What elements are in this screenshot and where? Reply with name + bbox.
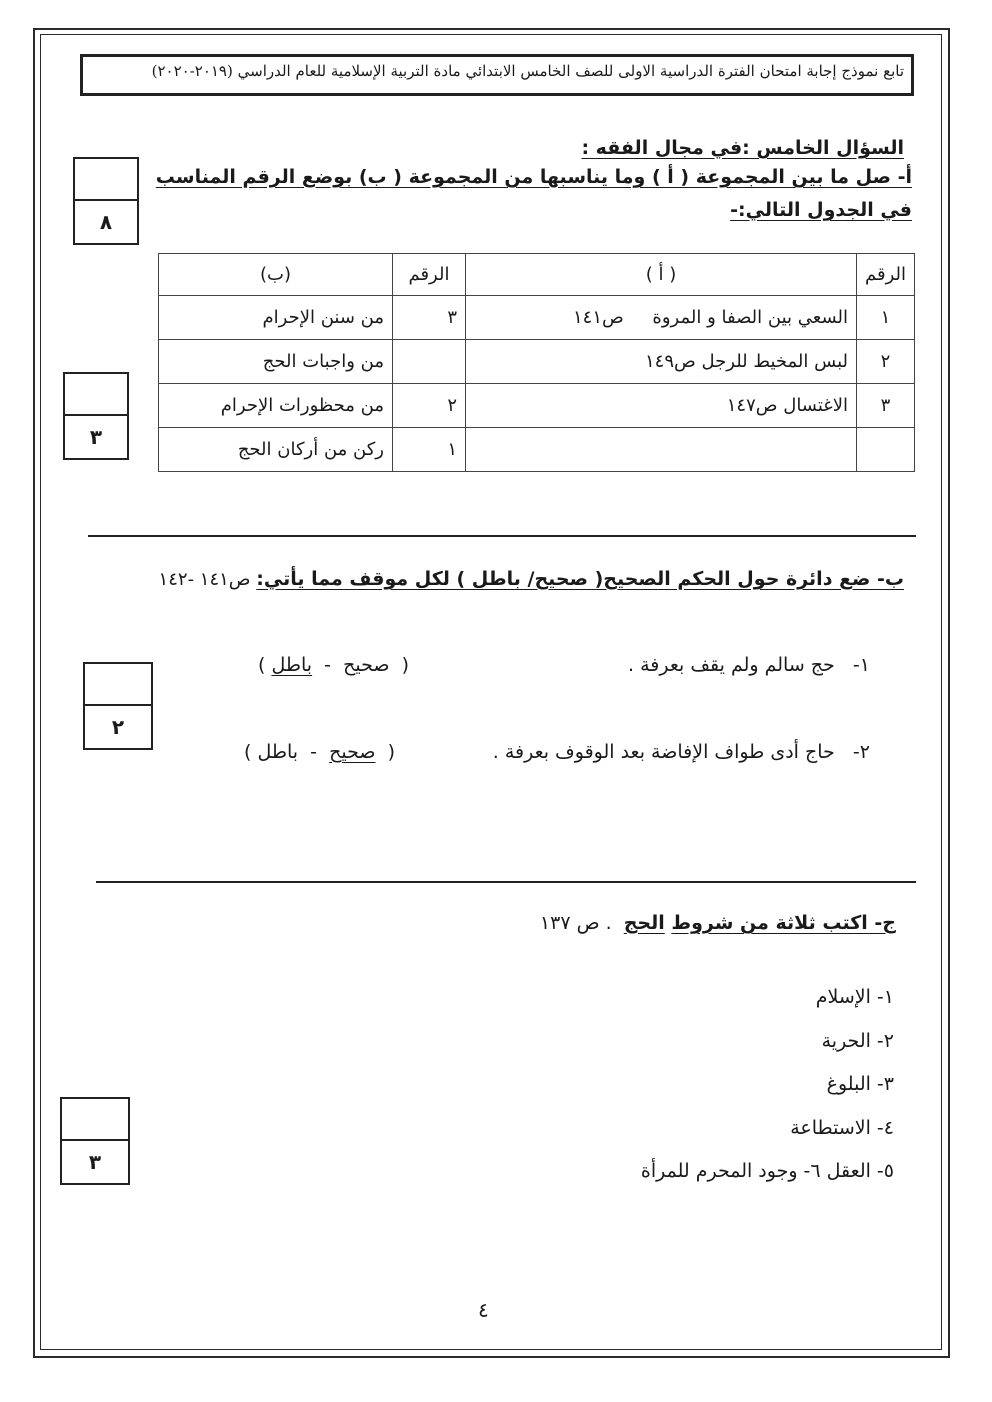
part-c-pages: . ص ١٣٧ [539,912,612,934]
header-num: الرقم [856,254,914,296]
score-value-3: ٢ [111,715,125,739]
paren-open: ( [387,741,396,763]
score-value-1: ٨ [99,210,113,234]
row-group-b: من سنن الإحرام [159,296,393,340]
part-a-instruction-pre: أ- صل ما بين المجموعة ( أ ) وما [614,166,912,188]
row-answer [392,340,465,384]
row-answer: ٢ [392,384,465,428]
row-num: ١ [856,296,914,340]
header-group-a: ( أ ) [465,254,856,296]
part-c-heading [540,912,896,934]
part-c-item-1: ١- الإسلام [815,986,894,1008]
divider-2 [96,881,916,883]
score-value-4: ٣ [88,1150,102,1174]
score-box-4 [60,1097,130,1185]
header-num2: الرقم [392,254,465,296]
item-text: حاج أدى طواف الإفاضة بعد الوقوف بعرفة . [492,741,835,763]
part-b-item-1 [628,654,870,676]
option-invalid-selected: باطل [271,654,313,676]
part-a-instruction-line1 [156,166,912,188]
option-invalid: باطل [257,741,299,763]
part-c-title-keyword: الحج [623,912,665,934]
question5-heading [581,137,904,159]
part-b-title: ب- ضع دائرة حول الحكم الصحيح( صحيح/ باطل ) لكل موقف مما يأتي: [256,568,904,590]
header-title: تابع نموذج إجابة امتحان الفترة الدراسية الاولى للصف الخامس الابتدائي مادة التربية الإسلامية للعام الدراسي (٢٠١٩-٢٠٢٠) [151,62,904,80]
option-dash: - [324,654,332,676]
table-row [159,340,915,384]
table-header-row [159,254,915,296]
part-b-pages: ص١٤١ -١٤٢ [158,569,251,590]
table-row [159,428,915,472]
row-group-b: من محظورات الإحرام [159,384,393,428]
row-num [856,428,914,472]
header-group-b: (ب) [159,254,393,296]
row-group-a: لبس المخيط للرجل ص١٤٩ [465,340,856,384]
option-valid-selected: صحيح [329,741,376,763]
question5-field: في مجال الفقه : [581,137,743,159]
paren-open: ( [401,654,410,676]
matching-table [158,253,915,472]
row-group-b: من واجبات الحج [159,340,393,384]
row-answer: ٣ [392,296,465,340]
item-number: ١- [852,654,870,676]
part-a-instruction-post: يناسبها من المجموعة ( ب) بوضع الرقم المناسب [155,166,615,188]
table-row [159,296,915,340]
score-box-1 [73,157,139,245]
score-box-3 [83,662,153,750]
page-number: ٤ [478,1298,489,1322]
row-group-a: الاغتسال ص١٤٧ [465,384,856,428]
part-b-answer-2 [244,741,395,763]
score-box-2 [63,372,129,460]
part-c-item-2: ٢- الحرية [821,1030,894,1052]
option-valid: صحيح [343,654,390,676]
option-dash: - [310,741,318,763]
item-number: ٢- [852,741,870,763]
part-a-instruction-line2: في الجدول التالي:- [730,199,912,221]
score-value-2: ٣ [89,425,103,449]
part-b-heading [159,568,904,590]
part-c-item-4: ٤- الاستطاعة [790,1117,894,1139]
row-group-a [465,428,856,472]
row-num: ٣ [856,384,914,428]
part-c-item-5: ٥- العقل ٦- وجود المحرم للمرأة [640,1160,894,1182]
paren-close: ) [258,654,266,676]
row-answer: ١ [392,428,465,472]
table-row [159,384,915,428]
part-b-answer-1 [258,654,409,676]
part-b-item-2 [493,741,870,763]
item-text: حج سالم ولم يقف بعرفة . [628,654,835,676]
divider-1 [88,535,916,537]
row-group-a: السعي بين الصفا و المروة ص١٤١ [465,296,856,340]
row-group-b: ركن من أركان الحج [159,428,393,472]
row-num: ٢ [856,340,914,384]
question5-title: السؤال الخامس : [742,137,904,159]
paren-close: ) [244,741,252,763]
page-inner-border [40,34,942,1350]
part-c-title: ج- اكتب ثلاثة من شروط [671,912,896,934]
part-c-item-3: ٣- البلوغ [826,1073,894,1095]
